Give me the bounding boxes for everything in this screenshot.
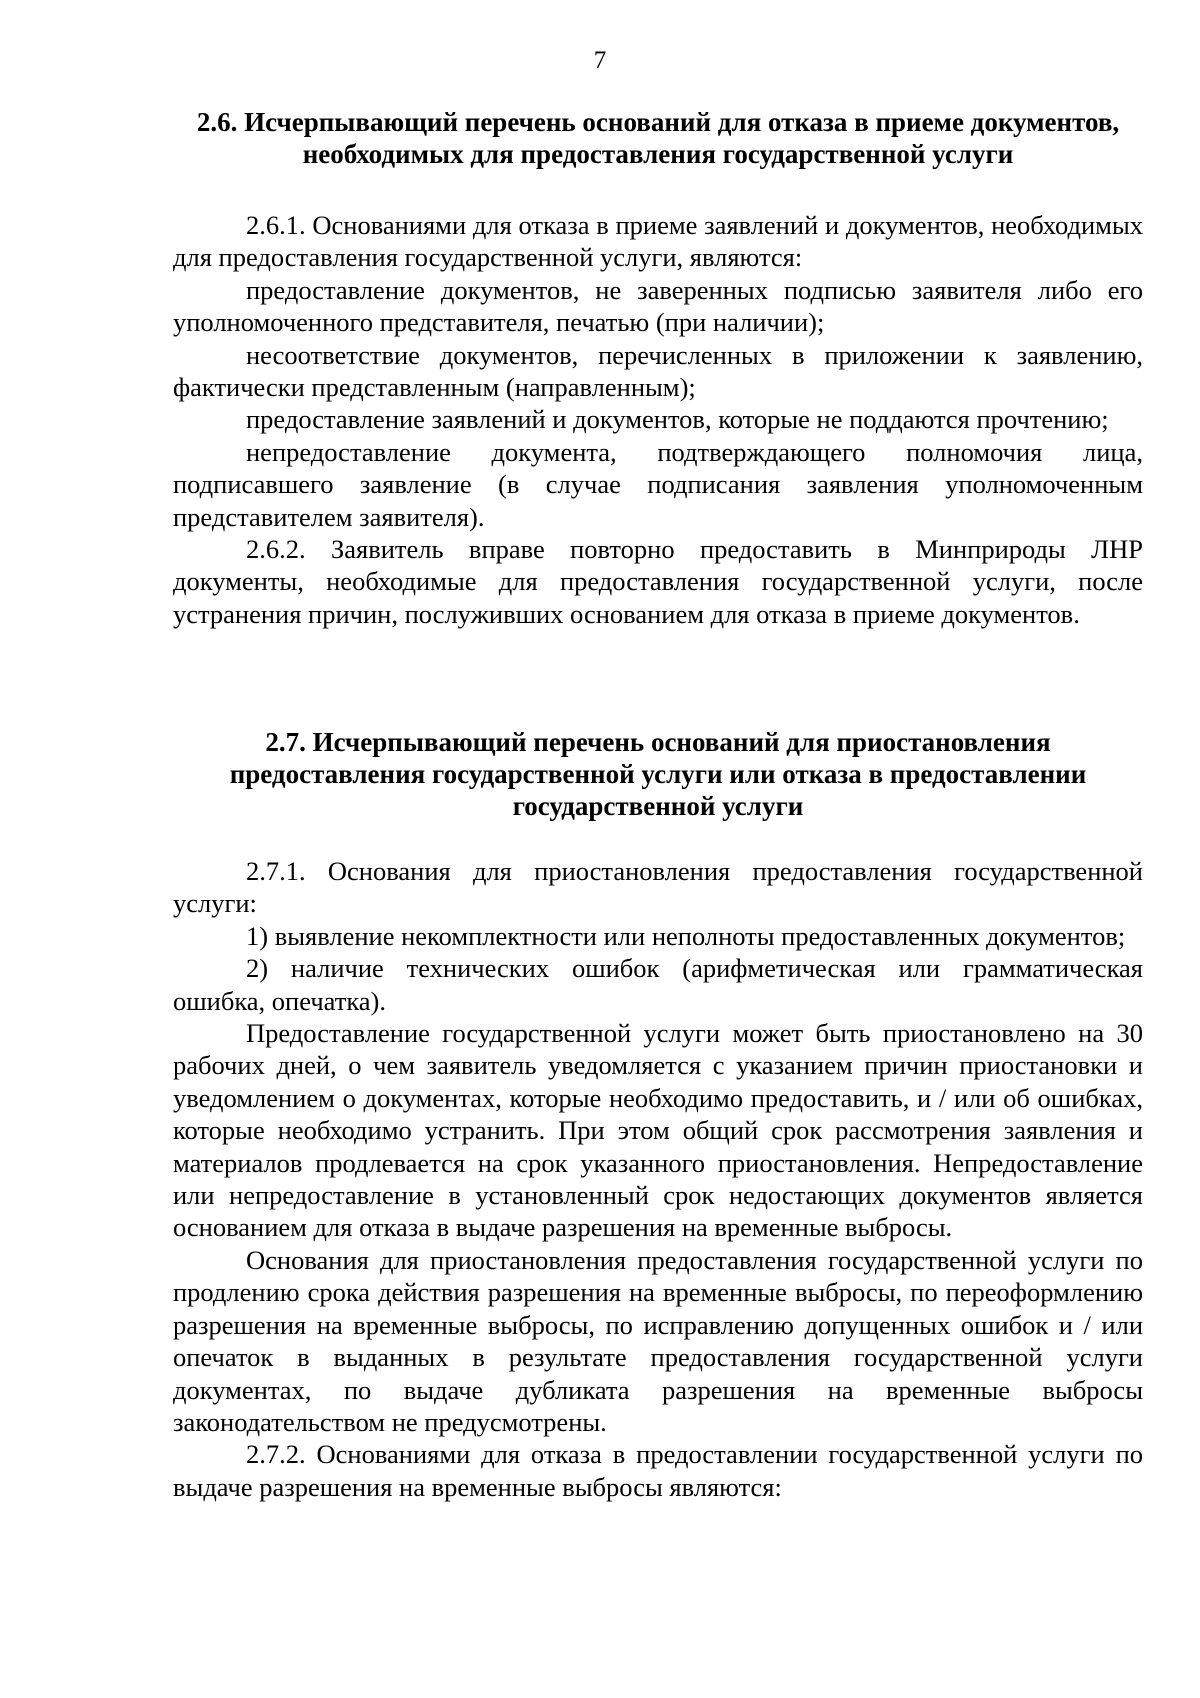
section-2-6-heading-line2: необходимых для предоставления государственной услуги xyxy=(302,139,1014,169)
section-2-6-heading xyxy=(173,106,1143,170)
section-2-7-heading-line3: государственной услуги xyxy=(512,791,804,821)
list-item-unreadable: предоставление заявлений и документов, которые не поддаются прочтению; xyxy=(246,404,1109,435)
paragraph-2-7-1: 2.7.1. Основания для приостановления предоставления государственной услуги: xyxy=(173,856,1143,919)
list-item-incomplete: 1) выявление некомплектности или неполноты предоставленных документов; xyxy=(246,920,1126,951)
section-2-7-heading-line1: 2.7. Исчерпывающий перечень оснований для приостановления xyxy=(265,727,1051,757)
list-item-authority: непредоставление документа, подтверждающего полномочия лица, подписавшего заявление (в случае подписания заявления уполномоченным представителем заявителя). xyxy=(173,436,1143,532)
paragraph-2-6-1: 2.6.1. Основаниями для отказа в приеме заявлений и документов, необходимых для предоставления государственной услуги, являются: xyxy=(173,210,1143,273)
section-2-7-body xyxy=(173,855,1143,1503)
section-2-7-heading-line2: предоставления государственной услуги или отказа в предоставлении xyxy=(229,759,1087,789)
page-number: 7 xyxy=(593,47,607,74)
list-item-signature: предоставление документов, не заверенных подписью заявителя либо его уполномоченного представителя, печатью (при наличии); xyxy=(173,274,1143,338)
section-2-7-heading xyxy=(173,726,1143,822)
section-2-6-body xyxy=(173,209,1143,630)
list-item-mismatch: несоответствие документов, перечисленных в приложении к заявлению, фактически представленным (направленным); xyxy=(173,339,1143,403)
section-2-6-heading-line1: 2.6. Исчерпывающий перечень оснований для отказа в приеме документов, xyxy=(196,107,1120,137)
paragraph-suspension-term: Предоставление государственной услуги может быть приостановлено на 30 рабочих дней, о чем заявитель уведомляется с указанием причин приостановки и уведомлением о документах, которые необходимо предоставить, и / или об ошибках, которые необходимо устранить. При этом общий срок рассмотрения заявления и материалов продлевается на срок указанного приостановления. Непредоставление или непредоставление в установленный срок недостающих документов является основанием для отказа в выдаче разрешения на временные выбросы. xyxy=(173,1018,1143,1243)
paragraph-no-suspension-grounds: Основания для приостановления предоставления государственной услуги по продлению срока действия разрешения на временные выбросы, по переоформлению разрешения на временные выбросы, по исправлению допущенных ошибок и / или опечаток в выданных в результате предоставления государственной услуги документах, по выдаче дубликата разрешения на временные выбросы законодательством не предусмотрены. xyxy=(173,1244,1143,1437)
list-item-technical-errors: 2) наличие технических ошибок (арифметическая или грамматическая ошибка, опечатка). xyxy=(173,953,1143,1016)
paragraph-2-7-2: 2.7.2. Основаниями для отказа в предоставлении государственной услуги по выдаче разрешения на временные выбросы являются: xyxy=(173,1439,1143,1502)
paragraph-2-6-2: 2.6.2. Заявитель вправе повторно предоставить в Минприроды ЛНР документы, необходимые для предоставления государственной услуги, после устранения причин, послуживших основанием для отказа в приеме документов. xyxy=(173,534,1143,629)
